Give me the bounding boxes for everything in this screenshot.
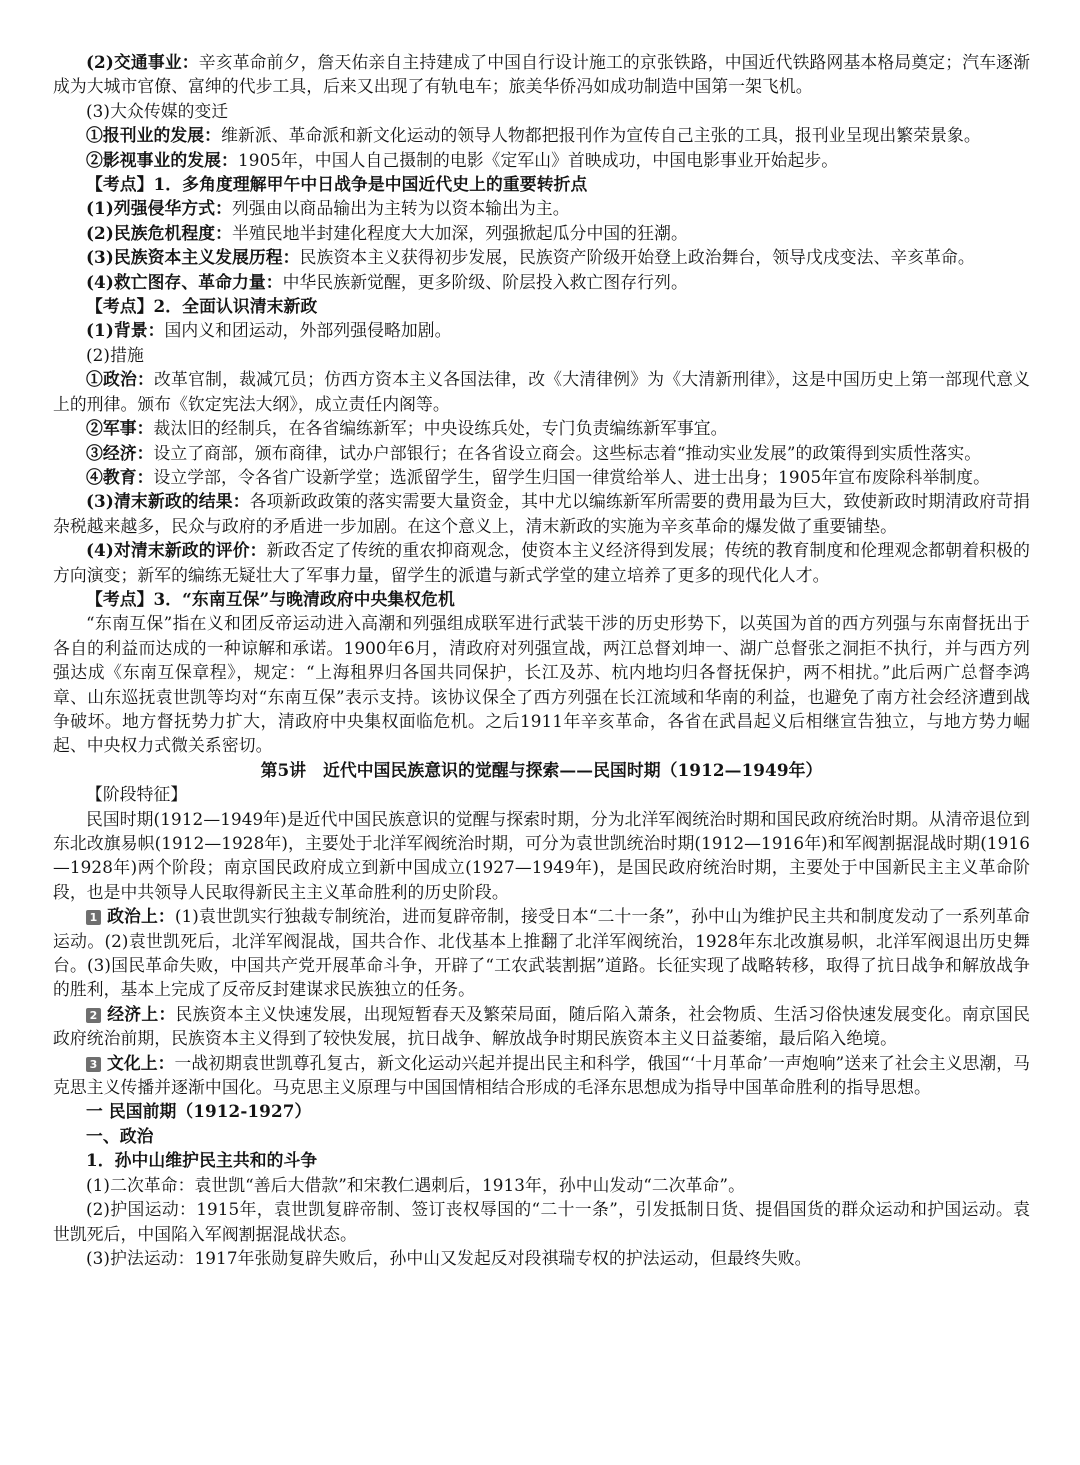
text: 民族资本主义获得初步发展，民族资产阶级开始登上政治舞台，领导戊戌变法、辛亥革命。 [299,247,975,268]
paragraph-intro: 民国时期(1912—1949年)是近代中国民族意识的觉醒与探索时期，分为北洋军阀统治时期和国民政府统治时期。从清帝退位到东北改旗易帜(1912—1928年)，主要处于北洋军阀统治时期，可分为袁世凯统治时期(1912—1916年)和军阀割据混战时期(1916—1928年)两个阶段；南京国民政府成立到新中国成立(1927—1949年)，是国民政府统治时期，主要处于中国新民主主义革命阶段，也是中共领导人民取得新民主主义革命胜利的历史阶段。 [53,808,1030,902]
text: 中华民族新觉醒，更多阶级、阶层投入救亡图存行列。 [282,271,688,292]
text: 列强由以商品输出为主转为以资本输出为主。 [232,198,570,219]
measure-item [53,416,1030,440]
paragraph-southeast-protection: “东南互保”指在义和团反帝运动进入高潮和列强组成联军进行武装干涉的历史形势下，以英国为首的西方列强与东南督抚出于各自的利益而达成的一种谅解和承诺。1900年6月，清政府对列强宣战，两江总督刘坤一、湖广总督张之洞拒不执行，并与西方列强达成《东南互保章程》，规定：“上海租界归各国共同保护，长江及苏、杭内地均归各督抚保护，两不相扰。”此后两广总督李鸿章、山东巡抚袁世凯等均对“东南互保”表示支持。该协议保全了西方列强在长江流域和华南的利益，也避免了南方社会经济遭到战争破坏。地方督抚势力扩大，清政府中央集权面临危机。之后1911年辛亥革命，各省在武昌起义后相继宣告独立，与地方势力崛起、中央权力式微关系密切。 [53,613,1030,756]
text: 护国运动：1915年，袁世凯复辟帝制、签订丧权辱国的“二十一条”，引发抵制日货、提倡国货的群众运动和护国运动。袁世凯死后，中国陷入军阀割据混战状态。 [53,1199,1030,1244]
label: 政治上： [107,906,175,927]
label: (3)清末新政的结果： [86,491,250,512]
label: (4)对清末新政的评价： [86,540,267,561]
text: 辛亥革命前夕，詹天佑亲自主持建成了中国自行设计施工的京张铁路，中国近代铁路网基本格局奠定；汽车逐渐成为大城市官僚、富绅的代步工具，后来又出现了有轨电车；旅美华侨冯如成功制造中国第一架飞机。 [53,52,1031,97]
number-2-icon: 2 [86,1008,101,1023]
text: 1905年，中国人自己摄制的电影《定军山》首映成功，中国电影事业开始起步。 [237,149,839,170]
text: 新政否定了传统的重农抑商观念，使资本主义经济得到发展；传统的教育制度和伦理观念都朝着积极的方向演变；新军的编练无疑壮大了军事力量，留学生的派遣与新式学堂的建立培养了更多的现代化人才。 [53,540,1030,585]
label: (1)列强侵华方式： [86,198,233,219]
struggle-item [53,1246,1030,1270]
label: (2)交通事业： [86,52,199,72]
label: ②影视事业的发展： [86,149,238,170]
kaodian-1-title: 【考点】1．多角度理解甲午中日战争是中国近代史上的重要转折点 [86,174,588,195]
number-3-icon: 3 [86,1057,101,1072]
label: (3)民族资本主义发展历程： [86,247,300,268]
paragraph-newspaper [53,123,1030,147]
kaodian-2-title: 【考点】2．全面认识清末新政 [86,296,318,317]
measure-item [53,367,1030,416]
feature-economy [53,1002,1030,1051]
struggle-item [53,1173,1030,1197]
kaodian-1-item [53,270,1030,294]
label: (4)救亡图存、革命力量： [86,271,283,292]
paragraph-evaluation [53,538,1030,587]
heading-media: (3)大众传媒的变迁 [86,100,229,121]
text: 改革官制，裁减冗员；仿西方资本主义各国法律，改《大清律例》为《大清新刑律》，这是中国历史上第一部现代意义上的刑律。颁布《钦定宪法大纲》，成立责任内阁等。 [53,369,1031,414]
text: 维新派、革命派和新文化运动的领导人物都把报刊作为宣传自己主张的工具，报刊业呈现出繁荣景象。 [221,125,981,146]
heading-measures: (2)措施 [86,344,144,365]
document-body [53,50,1030,1270]
kaodian-1-item [53,245,1030,269]
label: (1) [86,1174,111,1195]
kaodian-3-title: 【考点】3．“东南互保”与晚清政府中央集权危机 [86,588,455,609]
label: ①报刊业的发展： [86,125,222,146]
text: 半殖民地半封建化程度大大加深，列强掀起瓜分中国的狂潮。 [232,222,688,243]
struggle-item [53,1197,1030,1246]
paragraph-transport [53,50,1030,99]
label: (2) [86,1199,111,1220]
text: 国内义和团运动，外部列强侵略加剧。 [164,320,452,341]
label: (2)民族危机程度： [86,222,233,243]
measure-item [53,465,1030,489]
label: ②军事： [86,418,154,439]
heading-stage-features: 【阶段特征】 [86,784,188,805]
text: 护法运动：1917年张勋复辟失败后，孙中山又发起反对段祺瑞专权的护法运动，但最终失败。 [110,1247,812,1268]
label: ③经济： [86,442,154,463]
heading-sun-yatsen-struggle: 1．孙中山维护民主共和的斗争 [86,1150,318,1171]
heading-early-republic: 一 民国前期（1912-1927） [86,1101,312,1122]
paragraph-background [53,318,1030,342]
measure-item [53,441,1030,465]
text: 民族资本主义快速发展，出现短暂春天及繁荣局面，随后陷入萧条，社会物质、生活习俗快速发展变化。南京国民政府统治前期，民族资本主义得到了较快发展，抗日战争、解放战争时期民族资本主义日益萎缩，最后陷入绝境。 [53,1003,1030,1049]
text: 裁汰旧的经制兵，在各省编练新军；中央设练兵处，专门负责编练新军事宜。 [153,418,728,439]
feature-culture [53,1051,1030,1100]
paragraph-result [53,489,1030,538]
text: 各项新政政策的落实需要大量资金，其中尤以编练新军所需要的费用最为巨大，致使新政时期清政府苛捐杂税越来越多，民众与政府的矛盾进一步加剧。在这个意义上，清末新政的实施为辛亥革命的爆发做了重要铺垫。 [53,491,1030,536]
paragraph-film [53,148,1030,172]
label: (3) [86,1247,111,1268]
text: 二次革命：袁世凯“善后大借款”和宋教仁遇刺后，1913年，孙中山发动“二次革命”。 [110,1174,745,1195]
text: 设立学部，令各省广设新学堂；选派留学生，留学生归国一律赏给举人、进士出身；1905年宣布废除科举制度。 [153,466,991,487]
text: 一战初期袁世凯尊孔复古，新文化运动兴起并提出民主和科学，俄国“‘十月革命’一声炮响”送来了社会主义思潮，马克思主义传播并逐渐中国化。马克思主义原理与中国国情相结合形成的毛泽东思想成为指导中国革命胜利的指导思想。 [53,1052,1030,1098]
label: 文化上： [107,1052,175,1073]
lecture-5-title: 第5讲 近代中国民族意识的觉醒与探索——民国时期（1912—1949年） [260,759,823,780]
feature-politics [53,904,1030,1002]
text: 设立了商部，颁布商律，试办户部银行；在各省设立商会。这些标志着“推动实业发展”的政策得到实质性落实。 [153,442,982,463]
heading-politics: 一、政治 [86,1125,154,1146]
kaodian-1-item [53,196,1030,220]
text: (1)袁世凯实行独裁专制统治，进而复辟帝制，接受日本“二十一条”，孙中山为维护民主共和制度发动了一系列革命运动。(2)袁世凯死后，北洋军阀混战，国共合作、北伐基本上推翻了北洋军阀统治，1928年东北改旗易帜，北洋军阀退出历史舞台。(3)国民革命失败，中国共产党开展革命斗争，开辟了“工农武装割据”道路。长征实现了战略转移，取得了抗日战争和解放战争的胜利，基本上完成了反帝反封建谋求民族独立的任务。 [53,906,1031,1000]
label: 经济上： [107,1003,176,1024]
number-1-icon: 1 [86,910,101,925]
label: (1)背景： [86,320,165,341]
label: ④教育： [86,466,154,487]
kaodian-1-item [53,221,1030,245]
label: ①政治： [86,369,155,390]
